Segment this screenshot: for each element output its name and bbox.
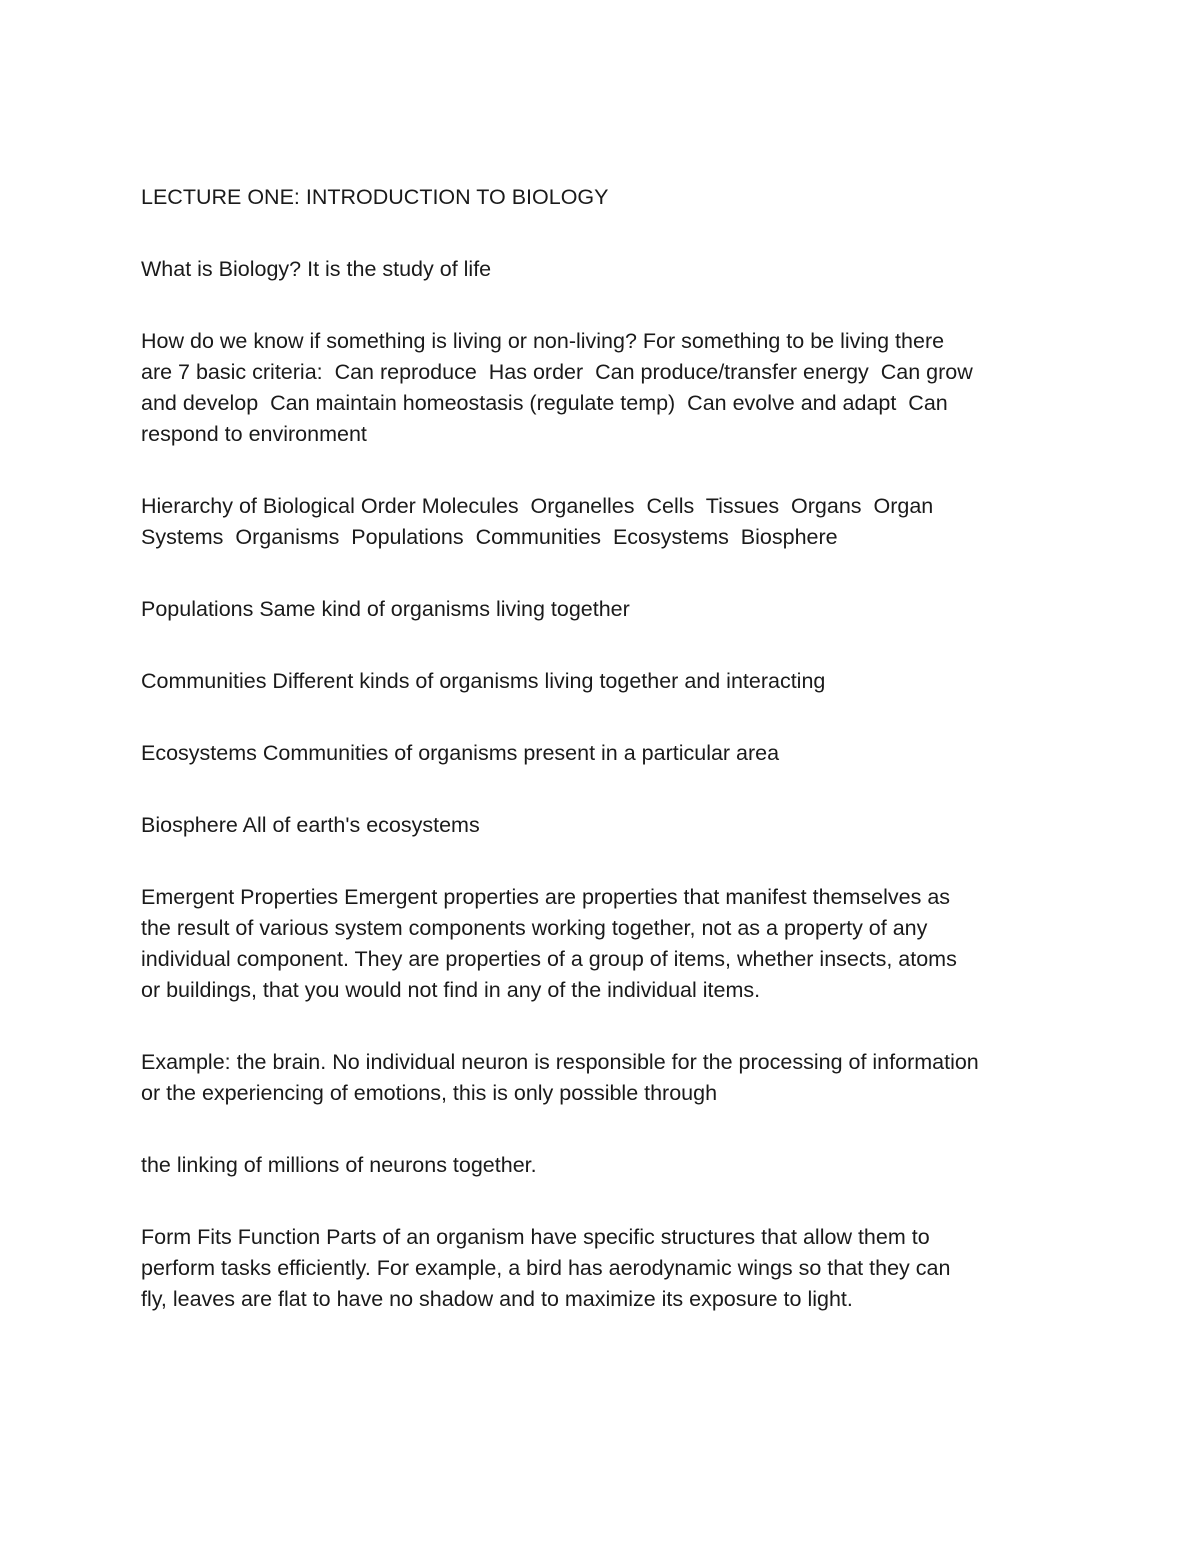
paragraph-populations bbox=[141, 594, 1071, 625]
paragraph-line: or the experiencing of emotions, this is only possible through bbox=[141, 1081, 718, 1105]
paragraph-line: Ecosystems Communities of organisms present in a particular area bbox=[141, 741, 780, 765]
paragraph-what-is-biology bbox=[141, 254, 1071, 285]
paragraph-form-fits-function bbox=[141, 1222, 1071, 1315]
paragraph-hierarchy bbox=[141, 491, 1071, 553]
paragraph-line: Communities Different kinds of organisms living together and interacting bbox=[141, 669, 826, 693]
paragraph-line: and develop Can maintain homeostasis (regulate temp) Can evolve and adapt Can bbox=[141, 391, 948, 415]
paragraph-ecosystems bbox=[141, 738, 1071, 769]
paragraph-line: the result of various system components working together, not as a property of any bbox=[141, 916, 928, 940]
paragraph-line: Hierarchy of Biological Order Molecules Organelles Cells Tissues Organs Organ bbox=[141, 494, 934, 518]
paragraph-line: Emergent Properties Emergent properties are properties that manifest themselves as bbox=[141, 885, 951, 909]
paragraph-line: or buildings, that you would not find in any of the individual items. bbox=[141, 978, 761, 1002]
paragraph-line: Biosphere All of earth's ecosystems bbox=[141, 813, 480, 837]
paragraph-emergent-properties bbox=[141, 882, 1071, 1006]
paragraph-line: individual component. They are properties of a group of items, whether insects, atoms bbox=[141, 947, 957, 971]
paragraph-line: perform tasks efficiently. For example, a bird has aerodynamic wings so that they can bbox=[141, 1256, 951, 1280]
paragraph-line: Systems Organisms Populations Communities Ecosystems Biosphere bbox=[141, 525, 838, 549]
paragraph-line: fly, leaves are flat to have no shadow and to maximize its exposure to light. bbox=[141, 1287, 853, 1311]
paragraph-biosphere bbox=[141, 810, 1071, 841]
paragraph-line: What is Biology? It is the study of life bbox=[141, 257, 492, 281]
paragraph-line: Populations Same kind of organisms living together bbox=[141, 597, 630, 621]
paragraph-communities bbox=[141, 666, 1071, 697]
document-title bbox=[141, 182, 1071, 213]
paragraph-line: How do we know if something is living or non-living? For something to be living there bbox=[141, 329, 945, 353]
paragraph-line: respond to environment bbox=[141, 422, 367, 446]
paragraph-living-criteria bbox=[141, 326, 1071, 450]
paragraph-linking-neurons bbox=[141, 1150, 1071, 1181]
document-page bbox=[141, 182, 1071, 1356]
paragraph-line: the linking of millions of neurons together. bbox=[141, 1153, 537, 1177]
paragraph-line: are 7 basic criteria: Can reproduce Has order Can produce/transfer energy Can grow bbox=[141, 360, 973, 384]
paragraph-line: Form Fits Function Parts of an organism have specific structures that allow them to bbox=[141, 1225, 930, 1249]
paragraph-line: Example: the brain. No individual neuron is responsible for the processing of information bbox=[141, 1050, 979, 1074]
paragraph-example-brain bbox=[141, 1047, 1071, 1109]
title-line: LECTURE ONE: INTRODUCTION TO BIOLOGY bbox=[141, 185, 609, 209]
